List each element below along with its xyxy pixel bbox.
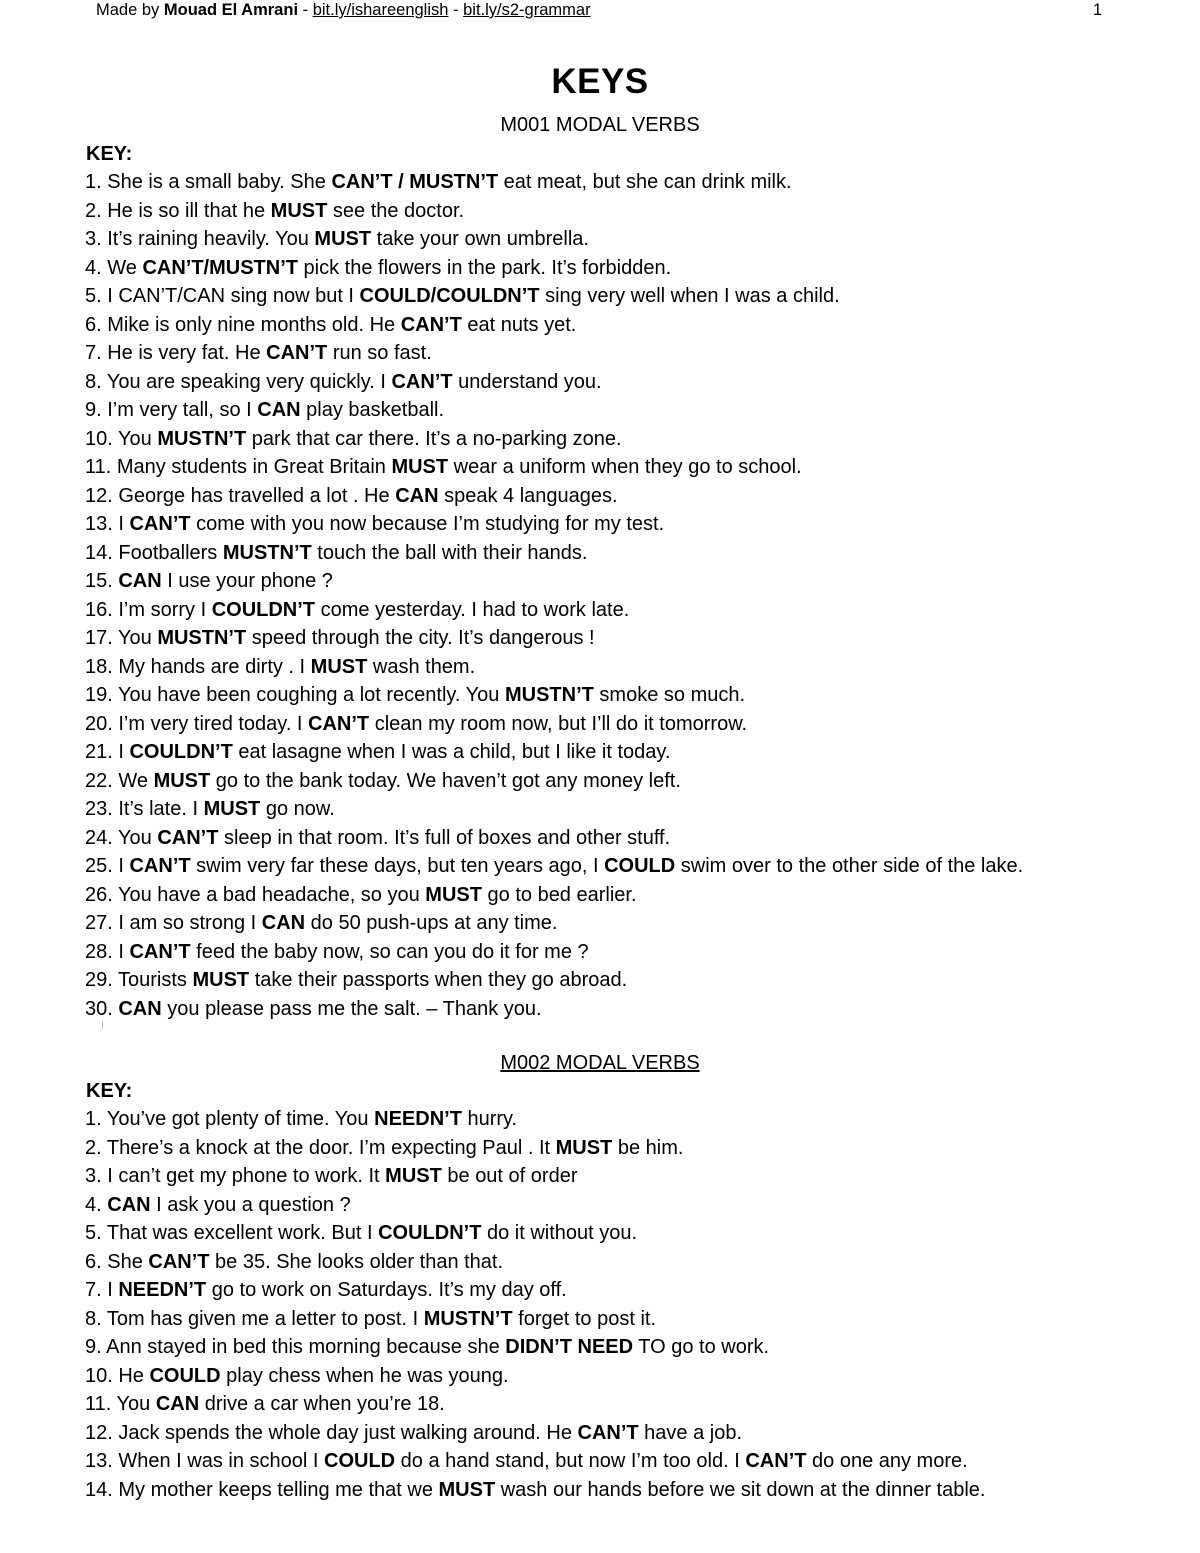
answer-text: you please pass me the salt. – Thank you. — [161, 997, 542, 1020]
answer-item — [85, 1305, 985, 1334]
divider-mark — [102, 1021, 103, 1029]
answer-text: 16. I’m sorry I — [85, 598, 212, 621]
answer-keyword: CAN’T — [577, 1421, 639, 1444]
answer-text: play chess when he was young. — [220, 1364, 509, 1387]
answer-text: 30. — [85, 997, 119, 1020]
answer-item — [85, 539, 1023, 568]
answer-keyword: CAN — [155, 1393, 200, 1415]
answer-text: see the doctor. — [327, 199, 465, 222]
answer-keyword: CAN — [395, 484, 439, 507]
answer-keyword: MUST — [310, 655, 368, 678]
answer-item — [85, 339, 1023, 368]
answer-item — [85, 795, 1023, 824]
answer-item — [85, 1219, 985, 1248]
answer-text: 25. I — [85, 855, 130, 877]
answer-text: 14. Footballers — [85, 541, 223, 564]
answer-keyword: CAN — [107, 1193, 151, 1216]
answer-text: 6. She — [85, 1250, 149, 1273]
answer-text: 5. I CAN’T/CAN sing now but I — [85, 285, 360, 307]
answer-text: sing very well when I was a child. — [539, 285, 840, 307]
answer-keyword: MUSTN’T — [504, 684, 594, 706]
answer-keyword: MUSTN’T — [157, 427, 247, 450]
answer-text: 20. I’m very tired today. I — [85, 712, 309, 735]
section-title-m001: M001 MODAL VERBS — [500, 114, 700, 136]
answer-text: play basketball. — [300, 399, 445, 421]
answer-text: 12. Jack spends the whole day just walking around. He — [85, 1421, 578, 1444]
answer-text: 17. You — [85, 627, 158, 649]
answer-text: touch the ball with their hands. — [311, 541, 588, 564]
answer-keyword: CAN — [118, 997, 162, 1020]
answer-keyword: MUSTN’T — [157, 627, 247, 649]
answer-text: go to the bank today. We haven’t got any money left. — [210, 769, 681, 792]
answer-text: swim very far these days, but ten years ago, I — [190, 855, 605, 877]
answer-text: sleep in that room. It’s full of boxes and other stuff. — [218, 826, 671, 849]
link-ishareenglish[interactable]: bit.ly/ishareenglish — [312, 1, 449, 19]
answer-item — [85, 1362, 985, 1391]
answer-text: 19. You have been coughing a lot recently. You — [85, 684, 505, 706]
answer-text: forget to post it. — [512, 1307, 657, 1330]
answer-text: park that car there. It’s a no-parking zone. — [246, 427, 622, 450]
answer-text: be him. — [612, 1136, 684, 1159]
answer-text: 23. It’s late. I — [85, 798, 204, 820]
answer-keyword: MUSTN’T — [423, 1307, 513, 1330]
answer-text: have a job. — [638, 1421, 743, 1444]
answer-item — [85, 1134, 985, 1163]
answer-text: come with you now because I’m studying for my test. — [190, 513, 665, 535]
answer-text: 3. I can’t get my phone to work. It — [85, 1165, 386, 1187]
answer-text: 7. I — [85, 1279, 119, 1301]
answer-item — [85, 966, 1023, 995]
page-number: 1 — [1092, 1, 1102, 19]
answer-item — [85, 396, 1023, 425]
answer-item — [85, 1390, 985, 1419]
answer-text: feed the baby now, so can you do it for me ? — [190, 940, 589, 963]
answer-text: understand you. — [452, 370, 602, 393]
answer-keyword: MUST — [314, 228, 372, 250]
answer-text: do 50 push-ups at any time. — [305, 912, 558, 934]
answer-keyword: CAN’T — [400, 313, 462, 336]
answer-text: speak 4 languages. — [438, 484, 618, 507]
answer-keyword: COULDN’T — [211, 598, 316, 621]
answer-item — [85, 225, 1023, 254]
answer-text: go now. — [260, 798, 335, 820]
answer-keyword: MUST — [425, 883, 482, 906]
answer-item — [85, 738, 1023, 767]
answer-keyword: MUST — [203, 798, 261, 820]
answer-text: 1. She is a small baby. She — [85, 171, 332, 193]
answer-item — [85, 1447, 985, 1476]
answer-item — [85, 1276, 985, 1305]
page-header — [96, 1, 1106, 23]
answer-text: do one any more. — [806, 1450, 968, 1472]
answer-item — [85, 938, 1023, 967]
answer-text: 11. You — [85, 1393, 156, 1415]
answer-text: 11. Many students in Great Britain — [85, 456, 392, 478]
answer-text: TO go to work. — [633, 1336, 770, 1358]
answer-text: 24. You — [85, 826, 158, 849]
answer-text: be out of order — [441, 1165, 578, 1187]
answer-text: wash them. — [367, 655, 476, 678]
answer-keyword: MUST — [438, 1478, 496, 1501]
answer-text: wear a uniform when they go to school. — [448, 456, 802, 478]
answer-keyword: MUST — [555, 1136, 613, 1159]
answer-item — [85, 1105, 985, 1134]
answer-item — [85, 995, 1023, 1024]
answer-item — [85, 767, 1023, 796]
answer-keyword: COULD — [604, 855, 676, 877]
answer-text: eat lasagne when I was a child, but I like it today. — [232, 741, 671, 763]
answer-text: take their passports when they go abroad. — [249, 969, 628, 991]
answer-keyword: COULDN’T — [378, 1222, 482, 1244]
answer-keyword: MUSTN’T — [222, 541, 312, 564]
answer-keyword: MUST — [153, 769, 211, 792]
answer-text: eat nuts yet. — [461, 313, 577, 336]
answer-text: 12. George has travelled a lot . He — [85, 484, 396, 507]
answer-text: 22. We — [85, 769, 154, 792]
answer-text: 18. My hands are dirty . I — [85, 655, 311, 678]
answer-keyword: NEEDN’T — [374, 1108, 462, 1130]
answer-text: 21. I — [85, 741, 130, 763]
answer-item — [85, 1162, 985, 1191]
answer-item — [85, 1333, 985, 1362]
answer-keyword: CAN’T — [129, 855, 191, 877]
section-title-m002: M002 MODAL VERBS — [500, 1052, 700, 1074]
answer-item — [85, 653, 1023, 682]
answer-keyword: COULDN’T — [129, 741, 233, 763]
answer-keyword: CAN’T — [391, 370, 453, 393]
answer-keyword: CAN’T/MUSTN’T — [142, 256, 298, 279]
answer-text: 27. I am so strong I — [85, 912, 262, 934]
answer-item — [85, 425, 1023, 454]
answer-text: 13. When I was in school I — [85, 1450, 325, 1472]
answer-keyword: MUST — [391, 456, 449, 478]
answer-item — [85, 824, 1023, 853]
answer-text: 28. I — [85, 940, 130, 963]
answer-text: 8. You are speaking very quickly. I — [85, 370, 392, 393]
answer-keyword: CAN — [118, 570, 162, 592]
answer-keyword: CAN’T — [129, 513, 191, 535]
answer-text: 14. My mother keeps telling me that we — [85, 1478, 439, 1501]
answer-text: eat meat, but she can drink milk. — [498, 171, 792, 193]
answer-text: 2. He is so ill that he — [85, 199, 271, 222]
header-separator: - — [298, 1, 313, 19]
answer-item — [85, 681, 1023, 710]
answer-keyword: MUST — [385, 1165, 442, 1187]
page-title: KEYS — [551, 62, 649, 101]
answer-text: do a hand stand, but now I’m too old. I — [395, 1450, 746, 1472]
answer-text: 5. That was excellent work. But I — [85, 1222, 379, 1244]
answer-text: 9. I’m very tall, so I — [85, 399, 258, 421]
answer-text: go to work on Saturdays. It’s my day off. — [206, 1279, 567, 1301]
answer-item — [85, 482, 1023, 511]
answer-item — [85, 168, 1023, 197]
answer-text: do it without you. — [481, 1222, 638, 1244]
answer-text: I ask you a question ? — [150, 1193, 351, 1216]
answer-keyword: CAN’T — [129, 940, 191, 963]
key-label-m002: KEY: — [86, 1080, 133, 1102]
answer-text: 26. You have a bad headache, so you — [85, 883, 426, 906]
answer-item — [85, 197, 1023, 226]
answer-keyword: CAN’T — [308, 712, 370, 735]
answer-text: pick the flowers in the park. It’s forbidden. — [297, 256, 672, 279]
answer-item — [85, 368, 1023, 397]
answer-text: clean my room now, but I’ll do it tomorrow. — [369, 712, 748, 735]
answer-text: 10. He — [85, 1364, 150, 1387]
answer-text: speed through the city. It’s dangerous ! — [246, 627, 595, 649]
answer-text: I use your phone ? — [161, 570, 333, 592]
answer-item — [85, 852, 1023, 881]
answer-item — [85, 510, 1023, 539]
answer-list-m002 — [85, 1105, 985, 1504]
answer-keyword: CAN — [261, 912, 306, 934]
answer-item — [85, 1191, 985, 1220]
header-separator: - — [448, 1, 464, 19]
answer-keyword: CAN’T / MUSTN’T — [331, 171, 499, 193]
answer-text: 8. Tom has given me a letter to post. I — [85, 1307, 424, 1330]
answer-item — [85, 596, 1023, 625]
answer-text: 4. We — [85, 256, 143, 279]
answer-item — [85, 453, 1023, 482]
key-label-m001: KEY: — [86, 143, 133, 165]
answer-item — [85, 311, 1023, 340]
answer-text: 29. Tourists — [85, 969, 193, 991]
answer-text: be 35. She looks older than that. — [209, 1250, 504, 1273]
answer-keyword: COULD — [149, 1364, 221, 1387]
answer-text: 1. You’ve got plenty of time. You — [85, 1108, 375, 1130]
answer-text: 15. — [85, 570, 119, 592]
answer-item — [85, 567, 1023, 596]
answer-keyword: CAN’T — [266, 342, 328, 364]
answer-text: 13. I — [85, 513, 130, 535]
answer-text: 3. It’s raining heavily. You — [85, 228, 315, 250]
answer-item — [85, 624, 1023, 653]
answer-keyword: COULD/COULDN’T — [359, 285, 540, 307]
author-name: Mouad El Amrani — [163, 1, 299, 19]
answer-text: go to bed earlier. — [481, 883, 637, 906]
answer-text: swim over to the other side of the lake. — [675, 855, 1024, 877]
answer-text: 2. There’s a knock at the door. I’m expecting Paul . It — [85, 1136, 556, 1159]
answer-text: run so fast. — [327, 342, 432, 364]
answer-keyword: COULD — [324, 1450, 396, 1472]
answer-text: drive a car when you’re 18. — [199, 1393, 445, 1415]
answer-item — [85, 1248, 985, 1277]
answer-keyword: MUST — [270, 199, 328, 222]
answer-keyword: CAN’T — [157, 826, 219, 849]
made-by-label: Made by — [96, 1, 164, 19]
answer-text: 10. You — [85, 427, 158, 450]
answer-item — [85, 282, 1023, 311]
answer-text: 9. Ann stayed in bed this morning because she — [85, 1336, 506, 1358]
answer-keyword: CAN’T — [148, 1250, 210, 1273]
answer-text: take your own umbrella. — [371, 228, 589, 250]
answer-item — [85, 1419, 985, 1448]
link-s2-grammar[interactable]: bit.ly/s2-grammar — [463, 1, 591, 19]
answer-item — [85, 254, 1023, 283]
answer-list-m001 — [85, 168, 1023, 1023]
answer-text: come yesterday. I had to work late. — [315, 598, 630, 621]
answer-item — [85, 710, 1023, 739]
answer-text: 6. Mike is only nine months old. He — [85, 313, 401, 336]
answer-text: hurry. — [461, 1108, 518, 1130]
answer-item — [85, 909, 1023, 938]
answer-item — [85, 1476, 985, 1505]
answer-text: 4. — [85, 1193, 108, 1216]
answer-keyword: MUST — [192, 969, 250, 991]
answer-keyword: DIDN’T NEED — [505, 1336, 634, 1358]
answer-keyword: CAN’T — [745, 1450, 807, 1472]
answer-text: smoke so much. — [593, 684, 746, 706]
answer-keyword: CAN — [257, 399, 301, 421]
answer-item — [85, 881, 1023, 910]
answer-keyword: NEEDN’T — [118, 1279, 207, 1301]
answer-text: wash our hands before we sit down at the dinner table. — [495, 1478, 986, 1501]
answer-text: 7. He is very fat. He — [85, 342, 267, 364]
